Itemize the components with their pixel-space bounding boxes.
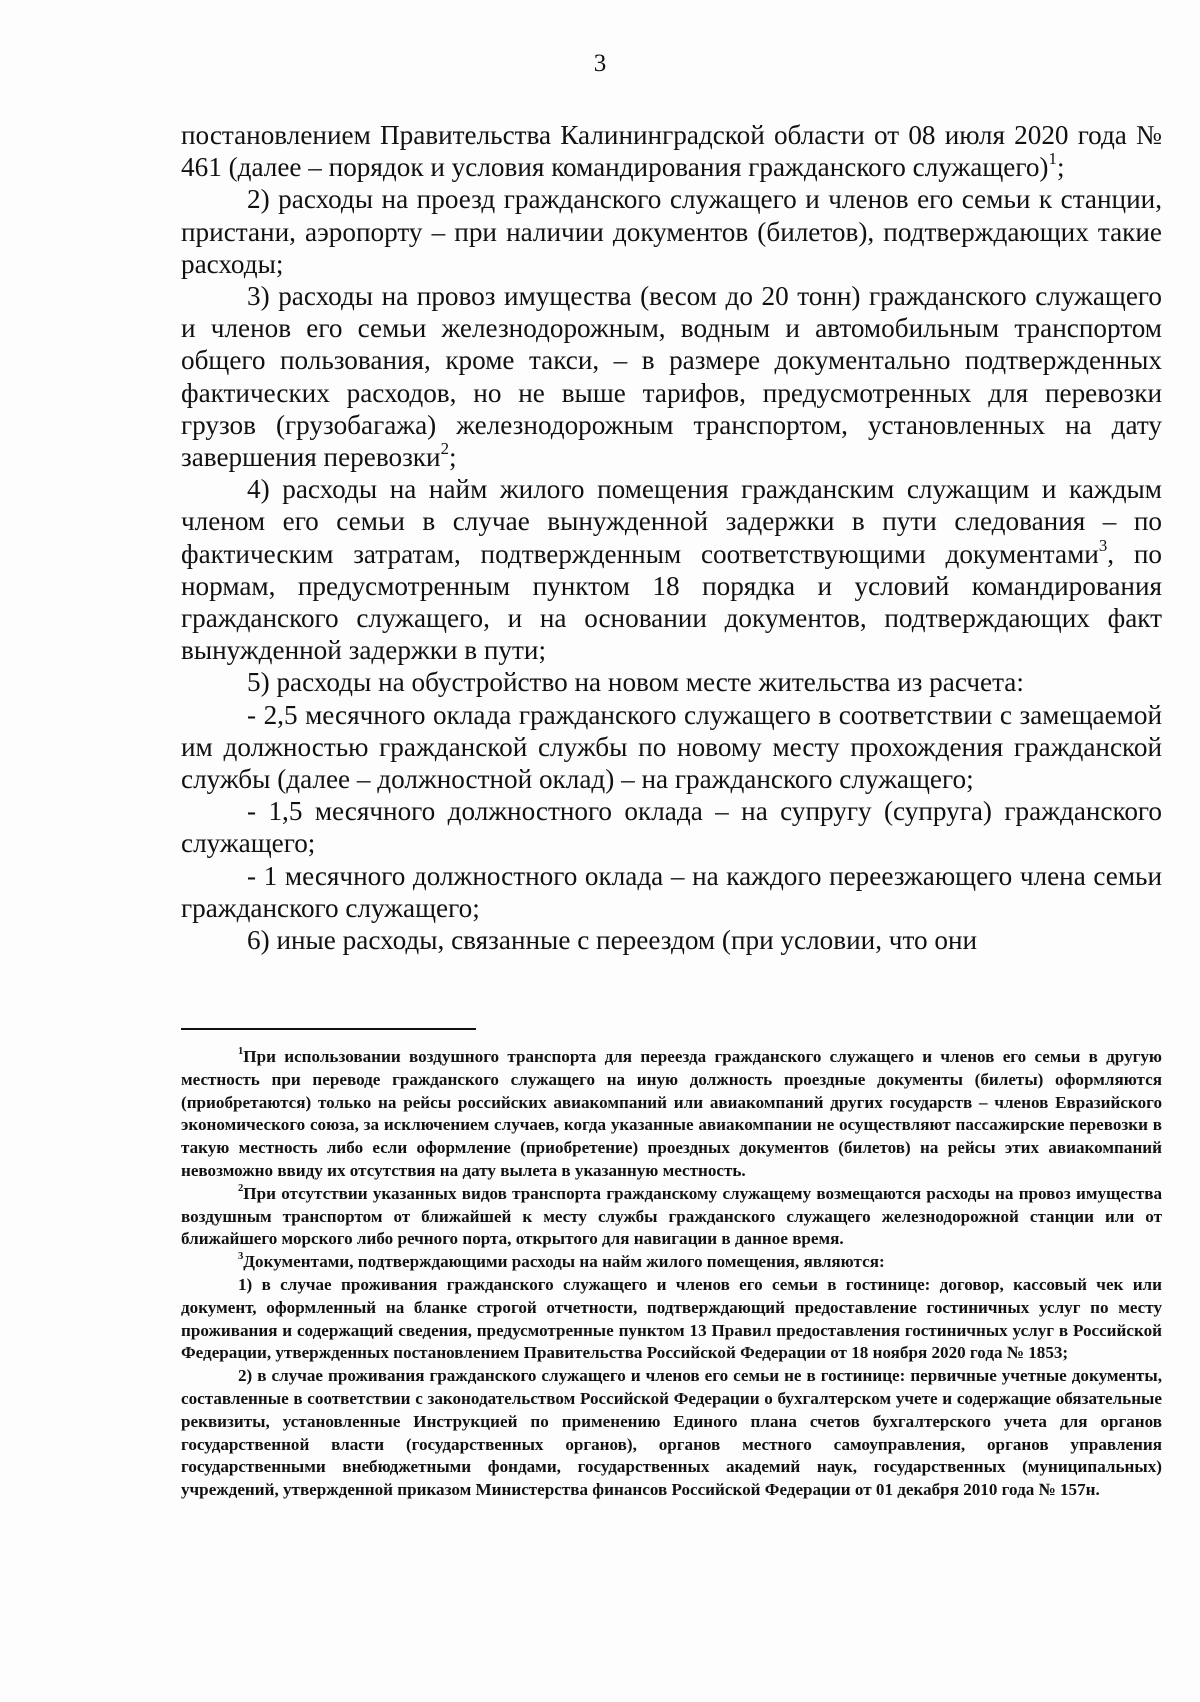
footnote-separator: [181, 1028, 476, 1030]
paragraph-bullet-1: - 2,5 месячного оклада гражданского служащего в соответствии с замещаемой им должностью гражданской службы по новому месту прохождения гражданской службы (далее – должностной оклад) – на гражданского служащего;: [181, 699, 1162, 795]
paragraph-bullet-3: - 1 месячного должностного оклада – на каждого переезжающего члена семьи гражданского служащего;: [181, 860, 1162, 923]
footnotes: [181, 1046, 1162, 1502]
footnote-marker-1: 1: [238, 1046, 244, 1058]
paragraph-item-5: 5) расходы на обустройство на новом месте жительства из расчета:: [247, 667, 1024, 698]
page-number: 3: [593, 50, 607, 77]
paragraph-item-4: 4) расходы на найм жилого помещения гражданским служащим и каждым членом его семьи в случае вынужденной задержки в пути следования – по фактическим затратам, подтвержденным соответствующими документами$^3$, по нормам, предусмотренным пунктом 18 порядка и условий командирования гражданского служащего, и на основании документов, подтверждающих факт вынужденной задержки в пути;: [181, 474, 1162, 666]
paragraph-item-3: 3) расходы на провоз имущества (весом до 20 тонн) гражданского служащего и членов его семьи железнодорожным, водным и автомобильным транспортом общего пользования, кроме такси, – в размере документально подтвержденных фактических расходов, но не выше тарифов, предусмотренных для перевозки грузов (грузобагажа) железнодорожным транспортом, установленных на дату завершения перевозки$^2$;: [181, 281, 1162, 473]
footnote-ref-3: 3: [1098, 535, 1108, 555]
footnote-1: $^1$При использовании воздушного транспорта для переезда гражданского служащего и членов его семьи в другую местность при переводе гражданского служащего на иную должность проездные документы (билеты) оформляются (приобретаются) только на рейсы российских авиакомпаний или авиакомпаний других государств – членов Евразийского экономического союза, за исключением случаев, когда указанные авиакомпании не осуществляют пассажирские перевозки в такую местность либо если оформление (приобретение) проездных документов (билетов) на рейсы этих авиакомпаний невозможно ввиду их отсутствия на дату вылета в указанную местность.: [181, 1046, 1162, 1180]
footnote-3-item-2: 2) в случае проживания гражданского служащего и членов его семьи не в гостинице: первичные учетные документы, составленные в соответствии с законодательством Российской Федерации о бухгалтерском учете и содержащие обязательные реквизиты, установленные Инструкцией по применению Единого плана счетов бухгалтерского учета для органов государственной власти (государственных органов), органов местного самоуправления, органов управления государственными внебюджетными фондами, государственных академий наук, государственных (муниципальных) учреждений, утвержденной приказом Министерства финансов Российской Федерации от 01 декабря 2010 года № 157н.: [181, 1366, 1162, 1500]
footnote-3-item-1: 1) в случае проживания гражданского служащего и членов его семьи в гостинице: договор, кассовый чек или документ, оформленный на бланке строгой отчетности, подтверждающий предоставление гостиничных услуг по месту проживания и содержащий сведения, предусмотренные пунктом 13 Правил предоставления гостиничных услуг в Российской Федерации, утвержденных постановлением Правительства Российской Федерации от 18 ноября 2020 года № 1853;: [181, 1274, 1162, 1363]
paragraph-bullet-2: - 1,5 месячного должностного оклада – на супругу (супруга) гражданского служащего;: [181, 796, 1162, 859]
footnote-2: $^2$При отсутствии указанных видов транспорта гражданскому служащему возмещаются расходы на провоз имущества воздушным транспортом от ближайшей к месту службы гражданского служащего железнодорожной станции или от ближайшего морского либо речного порта, открытого для навигации в данное время.: [181, 1183, 1162, 1249]
footnote-ref-1: 1: [1048, 149, 1057, 169]
paragraph-item-6: 6) иные расходы, связанные с переездом (при условии, что они: [247, 925, 978, 956]
footnote-marker-3: 3: [238, 1251, 244, 1263]
footnote-3: $^3$Документами, подтверждающими расходы на найм жилого помещения, являются:: [238, 1251, 885, 1272]
footnote-ref-2: 2: [440, 439, 450, 459]
main-text: [181, 119, 1162, 956]
paragraph-intro: постановлением Правительства Калининградской области от 08 июля 2020 года № 461 (далее – порядок и условия командирования гражданского служащего)$^1$;: [181, 120, 1162, 183]
paragraph-item-2: 2) расходы на проезд гражданского служащего и членов его семьи к станции, пристани, аэропорту – при наличии документов (билетов), подтверждающих такие расходы;: [181, 184, 1162, 279]
footnote-marker-2: 2: [238, 1183, 244, 1195]
